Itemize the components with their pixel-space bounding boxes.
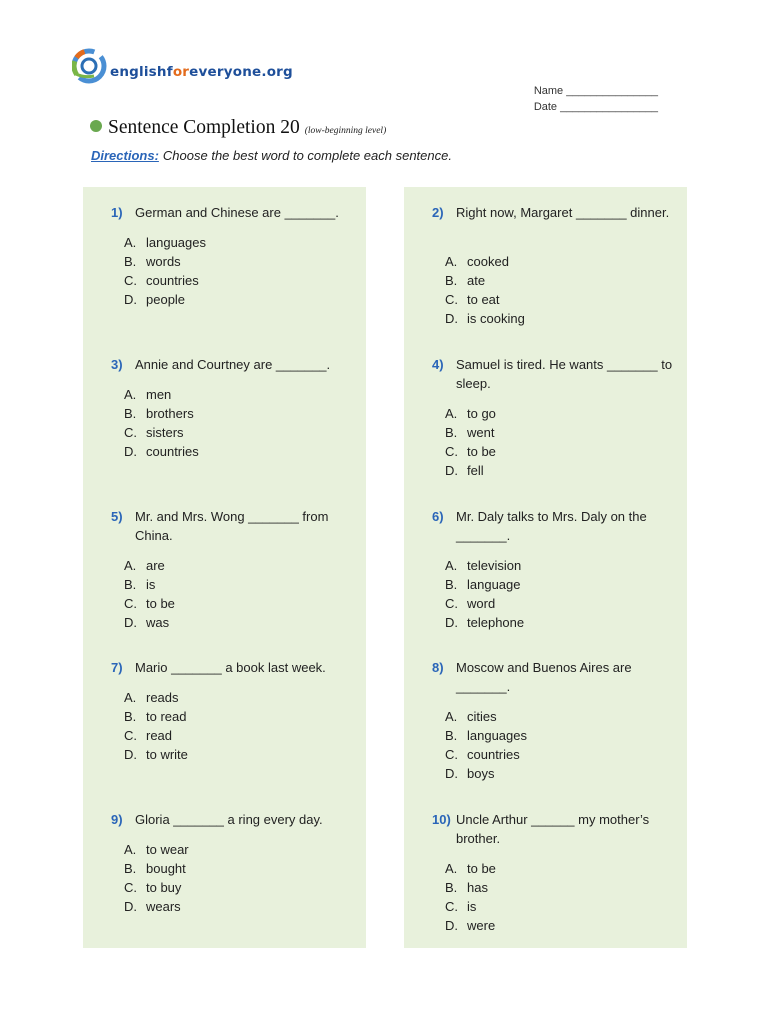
question-text: Moscow and Buenos Aires are _______. bbox=[456, 660, 632, 694]
date-line[interactable]: Date ________________ bbox=[533, 101, 658, 113]
question-number: 10) bbox=[432, 812, 451, 827]
option-b[interactable]: B. went bbox=[445, 425, 495, 440]
question-text: Uncle Arthur ______ my mother’s brother. bbox=[456, 812, 650, 846]
question-text: Samuel is tired. He wants _______ to sleep. bbox=[456, 357, 673, 391]
question-box-6 bbox=[404, 491, 687, 645]
option-c[interactable]: C. to be bbox=[124, 596, 175, 611]
options-list bbox=[124, 556, 175, 632]
question-line bbox=[434, 507, 673, 545]
question-line bbox=[113, 203, 352, 222]
option-d[interactable]: D. boys bbox=[445, 766, 495, 781]
logo-text-part3: everyone.org bbox=[189, 64, 293, 80]
option-a[interactable]: A. languages bbox=[124, 235, 206, 250]
question-box-2 bbox=[404, 187, 687, 341]
logo-text-part1: englishf bbox=[110, 64, 173, 80]
option-b[interactable]: B. language bbox=[445, 577, 521, 592]
option-c[interactable]: C. to be bbox=[445, 444, 496, 459]
options-list bbox=[124, 233, 206, 309]
option-c[interactable]: C. countries bbox=[124, 273, 199, 288]
question-number: 9) bbox=[111, 812, 123, 827]
level-label: (low-beginning level) bbox=[304, 126, 387, 136]
name-line[interactable]: Name _______________ bbox=[533, 85, 658, 97]
question-text: Mr. Daly talks to Mrs. Daly on the _______. bbox=[456, 509, 647, 543]
option-b[interactable]: B. to read bbox=[124, 709, 187, 724]
option-d[interactable]: D. countries bbox=[124, 444, 199, 459]
options-list bbox=[124, 385, 199, 461]
question-line bbox=[113, 355, 352, 374]
directions-text: Choose the best word to complete each sentence. bbox=[162, 148, 452, 163]
option-a[interactable]: A. are bbox=[124, 558, 165, 573]
question-number: 6) bbox=[432, 509, 444, 524]
option-d[interactable]: D. were bbox=[445, 918, 496, 933]
worksheet-title bbox=[90, 117, 386, 139]
question-text: Annie and Courtney are _______. bbox=[135, 357, 331, 372]
option-a[interactable]: A. to wear bbox=[124, 842, 189, 857]
options-list bbox=[124, 840, 189, 916]
option-a[interactable]: A. cooked bbox=[445, 254, 509, 269]
options-list bbox=[124, 688, 188, 764]
question-number: 4) bbox=[432, 357, 444, 372]
question-line bbox=[434, 355, 673, 393]
question-box-3 bbox=[83, 339, 366, 493]
option-a[interactable]: A. cities bbox=[445, 709, 497, 724]
option-c[interactable]: C. to eat bbox=[445, 292, 500, 307]
site-logo bbox=[72, 44, 312, 90]
globe-logo-icon bbox=[72, 44, 110, 88]
option-c[interactable]: C. countries bbox=[445, 747, 520, 762]
question-line bbox=[113, 507, 352, 545]
option-d[interactable]: D. telephone bbox=[445, 615, 525, 630]
option-c[interactable]: C. sisters bbox=[124, 425, 184, 440]
option-a[interactable]: A. men bbox=[124, 387, 172, 402]
question-number: 7) bbox=[111, 660, 123, 675]
question-line bbox=[434, 203, 673, 222]
bullet-icon bbox=[90, 120, 102, 132]
question-number: 5) bbox=[111, 509, 123, 524]
question-box-7 bbox=[83, 642, 366, 796]
question-number: 3) bbox=[111, 357, 123, 372]
question-box-10 bbox=[404, 794, 687, 948]
logo-text-part2: or bbox=[172, 64, 190, 80]
option-c[interactable]: C. read bbox=[124, 728, 173, 743]
option-b[interactable]: B. words bbox=[124, 254, 181, 269]
options-list bbox=[445, 707, 527, 783]
option-b[interactable]: B. brothers bbox=[124, 406, 194, 421]
option-d[interactable]: D. people bbox=[124, 292, 186, 307]
question-box-9 bbox=[83, 794, 366, 948]
directions-label: Directions: bbox=[91, 148, 159, 163]
name-date-block bbox=[520, 83, 658, 115]
title-text: Sentence Completion 20 bbox=[108, 117, 300, 138]
options-list bbox=[445, 252, 525, 328]
option-a[interactable]: A. reads bbox=[124, 690, 179, 705]
option-b[interactable]: B. ate bbox=[445, 273, 486, 288]
option-c[interactable]: C. to buy bbox=[124, 880, 182, 895]
option-d[interactable]: D. to write bbox=[124, 747, 188, 762]
question-text: Mario _______ a book last week. bbox=[135, 660, 326, 675]
option-b[interactable]: B. bought bbox=[124, 861, 186, 876]
option-d[interactable]: D. is cooking bbox=[445, 311, 525, 326]
question-number: 1) bbox=[111, 205, 123, 220]
option-d[interactable]: D. was bbox=[124, 615, 170, 630]
question-line bbox=[113, 810, 352, 829]
logo-wordmark bbox=[110, 64, 293, 80]
question-text: Gloria _______ a ring every day. bbox=[135, 812, 323, 827]
option-a[interactable]: A. to go bbox=[445, 406, 496, 421]
question-text: German and Chinese are _______. bbox=[135, 205, 339, 220]
option-c[interactable]: C. is bbox=[445, 899, 477, 914]
option-d[interactable]: D. fell bbox=[445, 463, 484, 478]
question-box-4 bbox=[404, 339, 687, 493]
options-list bbox=[445, 859, 496, 935]
question-box-5 bbox=[83, 491, 366, 645]
option-b[interactable]: B. has bbox=[445, 880, 488, 895]
question-line bbox=[113, 658, 352, 677]
option-b[interactable]: B. languages bbox=[445, 728, 527, 743]
question-line bbox=[434, 658, 673, 696]
question-text: Right now, Margaret _______ dinner. bbox=[456, 205, 670, 220]
question-number: 8) bbox=[432, 660, 444, 675]
question-text: Mr. and Mrs. Wong _______ from China. bbox=[135, 509, 329, 543]
question-box-8 bbox=[404, 642, 687, 796]
directions bbox=[91, 148, 452, 163]
option-c[interactable]: C. word bbox=[445, 596, 496, 611]
option-d[interactable]: D. wears bbox=[124, 899, 181, 914]
options-list bbox=[445, 556, 524, 632]
options-list bbox=[445, 404, 496, 480]
option-a[interactable]: A. to be bbox=[445, 861, 496, 876]
question-box-1 bbox=[83, 187, 366, 341]
question-number: 2) bbox=[432, 205, 444, 220]
option-b[interactable]: B. is bbox=[124, 577, 156, 592]
option-a[interactable]: A. television bbox=[445, 558, 522, 573]
question-line bbox=[434, 810, 673, 848]
